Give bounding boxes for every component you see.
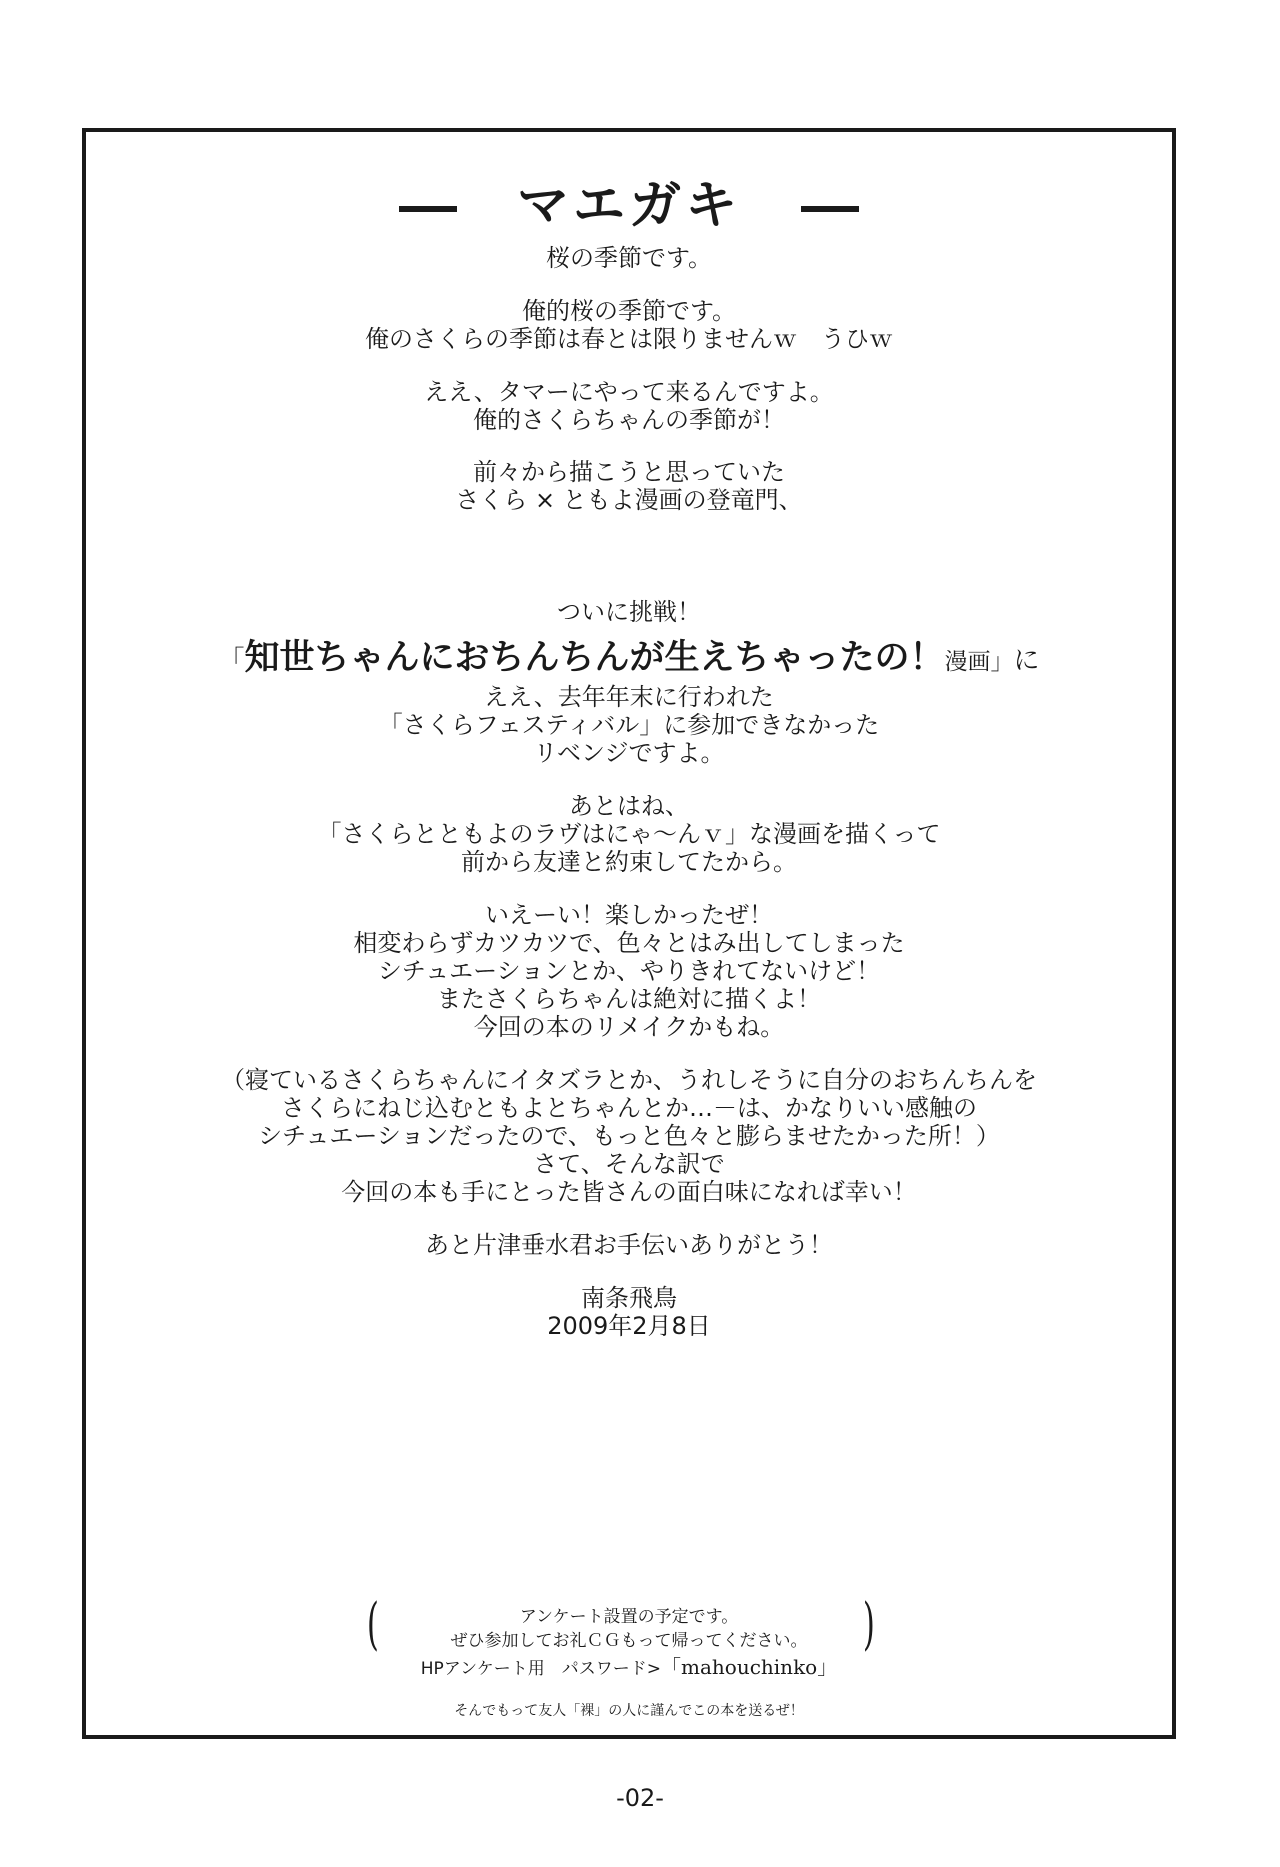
text-line: さて、そんな訳で: [533, 1150, 725, 1178]
title-dash-right: [801, 206, 859, 212]
text-line: ついに挑戦！: [557, 598, 701, 626]
open-bracket: 「: [218, 646, 245, 676]
note-paren-left: (: [366, 1592, 379, 1657]
text-line: （寝ているさくらちゃんにイタズラとか、うれしそうに自分のおちんちんを: [221, 1066, 1037, 1094]
text-line: さくら × ともよ漫画の登竜門、: [455, 486, 803, 514]
text-line: 今回の本も手にとった皆さんの面白味になれば幸い！: [341, 1178, 917, 1206]
featured-title: 知世ちゃんにおちんちんが生えちゃったの！: [244, 638, 945, 678]
password-open-bracket: 「: [661, 1655, 682, 1679]
featured-title-end: に: [1013, 646, 1040, 676]
text-line: 桜の季節です。: [545, 244, 713, 272]
text-line: あとはね、: [569, 792, 689, 820]
password-label: HPアンケート用 パスワード>: [420, 1659, 662, 1679]
text-line: シチュエーションだったので、もっと色々と膨らませたかった所！）: [258, 1122, 1000, 1150]
text-line: 「さくらとともよのラヴはにゃ～んｖ」な漫画を描くって: [317, 820, 941, 848]
text-line: あと片津垂水君お手伝いありがとう！: [425, 1231, 833, 1259]
text-line: 俺的さくらちゃんの季節が！: [473, 406, 785, 434]
text-line: さくらにねじ込むともよとちゃんとか…－は、かなりいい感触の: [281, 1094, 977, 1122]
password-close-bracket: 」: [817, 1655, 838, 1679]
text-line: リベンジですよ。: [533, 739, 725, 767]
survey-note-line: アンケート設置の予定です。: [519, 1607, 739, 1627]
author-name: 南条飛鳥: [581, 1284, 677, 1312]
text-line: 俺のさくらの季節は春とは限りませんｗ うひｗ: [365, 325, 893, 353]
featured-title-suffix: 漫画」: [944, 649, 1014, 675]
text-line: 俺的桜の季節です。: [521, 297, 737, 325]
text-line: またさくらちゃんは絶対に描くよ！: [437, 985, 821, 1013]
featured-title-line: [82, 636, 1176, 686]
footnote: そんでもって友人「裸」の人に謹んでこの本を送るぜ！: [454, 1703, 804, 1719]
date: 2009年2月8日: [547, 1312, 711, 1340]
title-text: マエガキ: [516, 176, 741, 236]
page-number: -02-: [616, 1784, 664, 1812]
title-dash-left: [399, 206, 457, 212]
text-line: 今回の本のリメイクかもね。: [473, 1013, 785, 1041]
text-line: いえーい！楽しかったぜ！: [485, 901, 773, 929]
password-value: mahouchinko: [681, 1655, 818, 1679]
text-line: 前々から描こうと思っていた: [473, 458, 785, 486]
text-line: シチュエーションとか、やりきれてないけど！: [377, 957, 881, 985]
text-line: ええ、タマーにやって来るんですよ。: [424, 378, 834, 406]
note-paren-right: ): [862, 1592, 875, 1657]
text-line: ええ、去年年末に行われた: [484, 683, 774, 711]
text-line: 「さくらフェスティバル」に参加できなかった: [378, 711, 880, 739]
text-line: 前から友達と約束してたから。: [461, 848, 797, 876]
survey-note-line: ぜひ参加してお礼ＣＧもって帰ってください。: [450, 1631, 808, 1651]
password-line: [82, 1656, 1176, 1680]
page-title: [82, 176, 1176, 236]
text-line: 相変わらずカツカツで、色々とはみ出してしまった: [353, 929, 905, 957]
